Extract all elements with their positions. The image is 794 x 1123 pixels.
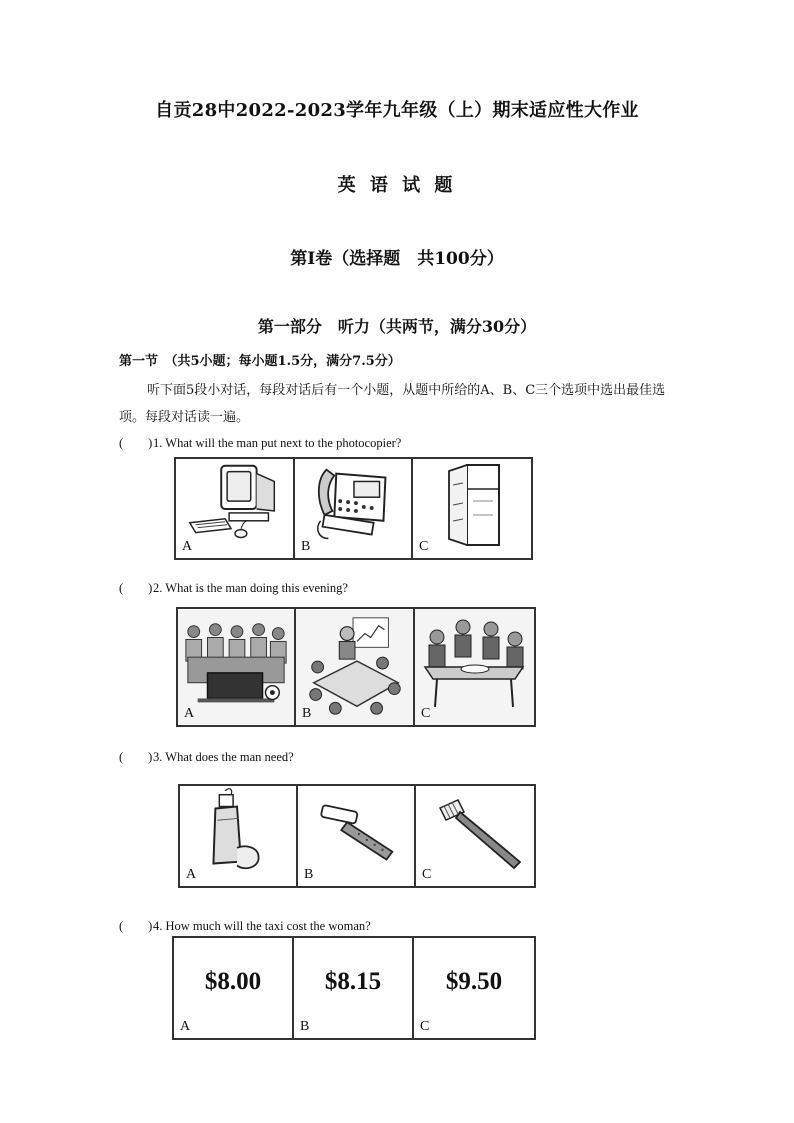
question-text: 4. How much will the taxi cost the woman? bbox=[153, 919, 371, 933]
part-title: 第一部分 听力（共两节，满分30分） bbox=[257, 317, 537, 336]
price-value: $8.15 bbox=[324, 968, 382, 995]
volume-title: 第Ⅰ卷（选择题 共100分） bbox=[290, 249, 504, 269]
watching-football-icon bbox=[178, 609, 294, 725]
family-dinner-icon bbox=[415, 609, 534, 725]
question-3 bbox=[119, 747, 294, 765]
question-text: 3. What does the man need? bbox=[153, 750, 294, 764]
question-1-options bbox=[174, 457, 533, 560]
option-b[interactable] bbox=[298, 786, 416, 886]
option-a[interactable] bbox=[180, 786, 298, 886]
answer-blank[interactable]: ( ) bbox=[119, 750, 153, 764]
answer-blank[interactable]: ( ) bbox=[119, 436, 153, 450]
option-label: C bbox=[420, 1019, 430, 1034]
question-1 bbox=[119, 433, 401, 451]
option-c[interactable] bbox=[414, 938, 534, 1038]
option-label: B bbox=[302, 706, 312, 721]
option-label: C bbox=[421, 706, 431, 721]
option-label: A bbox=[182, 539, 193, 554]
option-b[interactable] bbox=[295, 459, 413, 558]
question-4-options bbox=[172, 936, 536, 1040]
option-label: B bbox=[300, 1019, 310, 1034]
option-label: C bbox=[422, 867, 432, 882]
option-a[interactable] bbox=[176, 459, 295, 558]
business-meeting-icon bbox=[296, 609, 413, 725]
option-label: A bbox=[184, 706, 195, 721]
option-b[interactable] bbox=[296, 609, 415, 725]
price-value: $9.50 bbox=[445, 968, 503, 995]
computer-icon bbox=[176, 459, 293, 558]
telephone-icon bbox=[295, 459, 411, 558]
option-label: B bbox=[301, 539, 311, 554]
option-a[interactable] bbox=[178, 609, 296, 725]
question-2 bbox=[119, 578, 348, 596]
razor-icon bbox=[298, 786, 414, 886]
section-instruction: 听下面5段小对话，每段对话后有一个小题，从题中所给的A、B、C三个选项中选出最佳选项。每段对话读一遍。 bbox=[119, 383, 666, 425]
answer-blank[interactable]: ( ) bbox=[119, 919, 153, 933]
option-label: A bbox=[180, 1019, 191, 1034]
option-c[interactable] bbox=[415, 609, 534, 725]
option-a[interactable] bbox=[174, 938, 294, 1038]
option-c[interactable] bbox=[416, 786, 534, 886]
price-value: $8.00 bbox=[204, 968, 262, 995]
question-text: 2. What is the man doing this evening? bbox=[153, 581, 348, 595]
subject-title: 英 语 试 题 bbox=[337, 175, 457, 196]
section-title: 第一节 （共5小题；每小题1.5分，满分7.5分） bbox=[119, 354, 401, 369]
toothpaste-icon bbox=[180, 786, 296, 886]
question-text: 1. What will the man put next to the photocopier? bbox=[153, 436, 402, 450]
answer-blank[interactable]: ( ) bbox=[119, 581, 153, 595]
refrigerator-icon bbox=[413, 459, 531, 558]
question-2-options bbox=[176, 607, 536, 727]
option-label: B bbox=[304, 867, 314, 882]
question-3-options bbox=[178, 784, 536, 888]
document-title: 自贡28中2022-2023学年九年级（上）期末适应性大作业 bbox=[155, 100, 639, 121]
question-4 bbox=[119, 916, 371, 934]
option-label: A bbox=[186, 867, 197, 882]
toothbrush-icon bbox=[416, 786, 534, 886]
option-c[interactable] bbox=[413, 459, 531, 558]
option-b[interactable] bbox=[294, 938, 414, 1038]
option-label: C bbox=[419, 539, 429, 554]
